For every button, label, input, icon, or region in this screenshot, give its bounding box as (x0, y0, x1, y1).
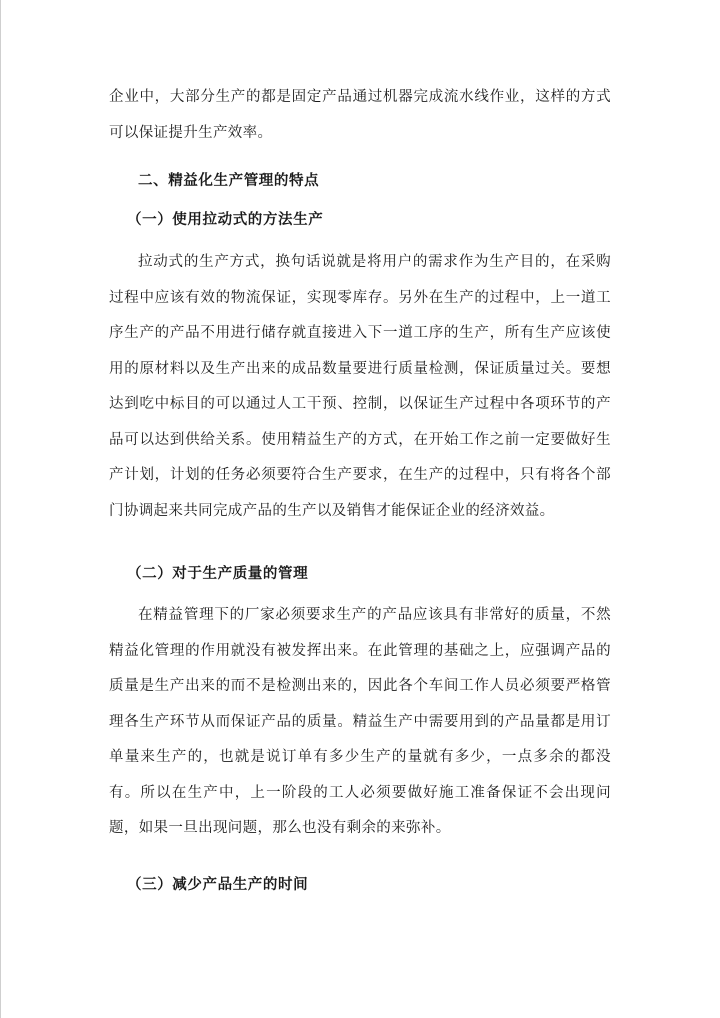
section-heading-lean-production-features: 二、精益化生产管理的特点 (138, 172, 320, 189)
subheading-quality-management: （二）对于生产质量的管理 (127, 565, 309, 582)
subheading-pull-production: （一）使用拉动式的方法生产 (127, 211, 324, 228)
page-edge-divider (0, 0, 1, 1018)
subheading-reduce-production-time: （三）减少产品生产的时间 (127, 876, 309, 893)
paragraph-pull-production: 拉动式的生产方式，换句话说就是将用户的需求作为生产目的，在采购过程中应该有效的物流保证，实现零库存。另外在生产的过程中，上一道工序生产的产品不用进行储存就直接进入下一道工序的生产，所有生产应该使用的原材料以及生产出来的成品数量要进行质量检测，保证质量过关。要想达到吃中标目的可以通过人工干预、控制，以保证生产过程中各项环节的产品可以达到供给关系。使用精益生产的方式，在开始工作之前一定要做好生产计划，计划的任务必须要符合生产要求，在生产的过程中，只有将各个部门协调起来共同完成产品的生产以及销售才能保证企业的经济效益。 (109, 254, 611, 519)
paragraph-quality-management: 在精益管理下的厂家必须要求生产的产品应该具有非常好的质量，不然精益化管理的作用就没有被发挥出来。在此管理的基础之上，应强调产品的质量是生产出来的而不是检测出来的，因此各个车间工作人员必须要严格管理各生产环节从而保证产品的质量。精益生产中需要用到的产品量都是用订单量来生产的，也就是说订单有多少生产的量就有多少，一点多余的都没有。所以在生产中，上一阶段的工人必须要做好施工准备保证不会出现问题，如果一旦出现问题，那么也没有剩余的来弥补。 (109, 607, 611, 836)
paragraph-intro-continuation: 企业中，大部分生产的都是固定产品通过机器完成流水线作业，这样的方式可以保证提升生产效率。 (109, 89, 611, 141)
